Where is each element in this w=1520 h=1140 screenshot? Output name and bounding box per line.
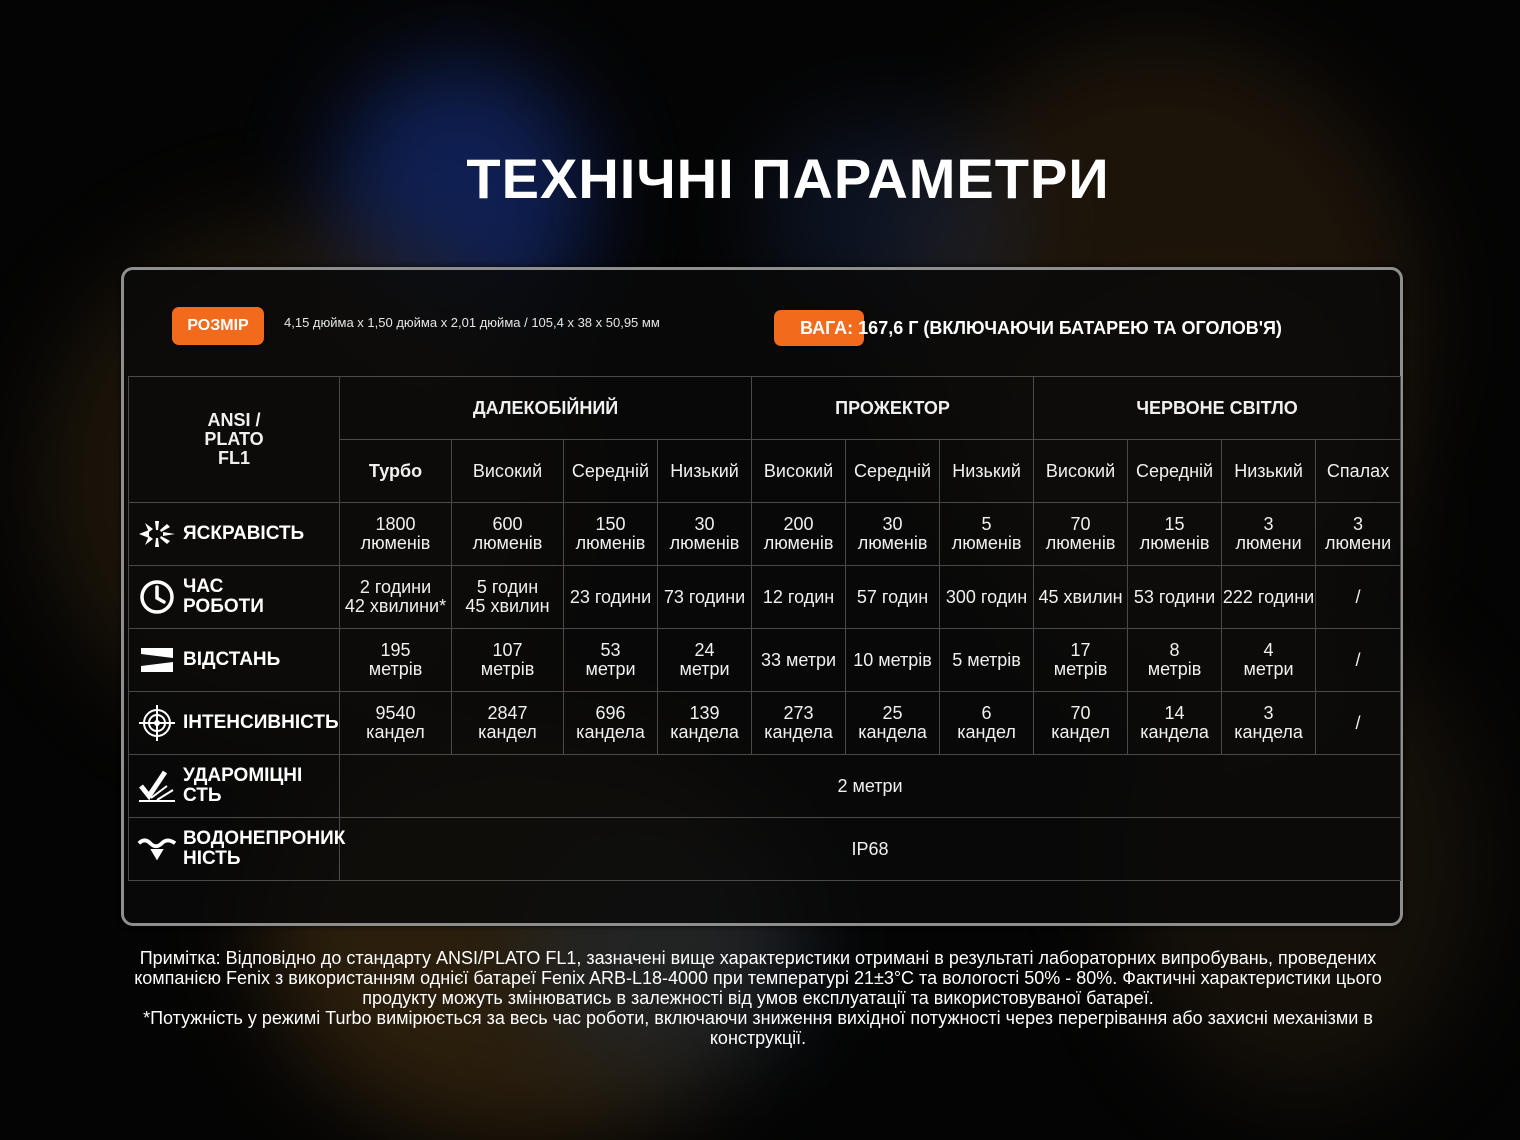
cell-line: 25 <box>882 703 903 723</box>
cell-line: 42 хвилини* <box>344 596 447 616</box>
table-row-distance <box>129 629 1401 692</box>
cell-line: люменів <box>575 533 646 553</box>
row-label <box>129 566 340 629</box>
cell-line: 107 <box>492 640 523 660</box>
table-cell <box>1034 566 1128 629</box>
table-cell <box>1034 629 1128 692</box>
table-cell <box>1316 566 1401 629</box>
row-label <box>129 818 346 881</box>
group-header-row <box>129 377 1401 440</box>
cell-line: 8 <box>1169 640 1180 660</box>
table-row-intensity <box>129 692 1401 755</box>
cell-line: люменів <box>951 533 1022 553</box>
impact-icon <box>137 766 177 806</box>
waterproof-value: IP68 <box>340 818 1401 881</box>
weight-value: ВАГА: 167,6 Г (ВКЛЮЧАЮЧИ БАТАРЕЮ ТА ОГОЛОВ'Я) <box>800 318 1282 338</box>
table-cell <box>564 566 658 629</box>
brightness-icon <box>137 514 177 554</box>
cell-line: / <box>1355 712 1361 733</box>
cell-line: люменів <box>669 533 740 553</box>
cell-line: 2 години <box>359 577 432 597</box>
cell-line: метри <box>1243 659 1294 679</box>
intensity-icon <box>137 703 177 743</box>
cell-line: 45 хвилин <box>465 596 550 616</box>
group-header-flood: ПРОЖЕКТОР <box>752 377 1034 440</box>
cell-line: люменів <box>1045 533 1116 553</box>
cell-line: 3 <box>1263 703 1274 723</box>
table-cell <box>658 503 752 566</box>
cell-line: 1800 <box>375 514 416 534</box>
cell-line: 30 <box>694 514 715 534</box>
row-label-text: РОБОТИ <box>183 596 264 617</box>
cell-line: 5 <box>981 514 992 534</box>
standard-label-line: PLATO <box>204 429 264 449</box>
cell-line: 17 <box>1070 640 1091 660</box>
cell-line: люменів <box>360 533 431 553</box>
mode-header: Низький <box>1222 440 1316 503</box>
table-cell <box>846 566 940 629</box>
footnote <box>118 948 1398 1048</box>
table-cell <box>452 692 564 755</box>
table-cell <box>846 503 940 566</box>
group-header-red-light: ЧЕРВОНЕ СВІТЛО <box>1034 377 1401 440</box>
table-cell <box>940 692 1034 755</box>
cell-line: 53 години <box>1133 586 1216 607</box>
row-label-text: НІСТЬ <box>183 848 241 869</box>
table-cell <box>564 692 658 755</box>
cell-line: кандел <box>366 722 425 742</box>
cell-line: 3 <box>1263 514 1274 534</box>
cell-line: 222 години <box>1222 586 1315 607</box>
group-header-spot: ДАЛЕКОБІЙНИЙ <box>340 377 752 440</box>
table-cell <box>1128 692 1222 755</box>
size-badge: РОЗМІР <box>172 307 264 345</box>
cell-line: 73 години <box>663 586 746 607</box>
cell-line: 14 <box>1164 703 1185 723</box>
cell-line: 273 <box>783 703 814 723</box>
table-cell <box>564 629 658 692</box>
table-cell <box>1222 566 1316 629</box>
spec-panel <box>121 267 1403 926</box>
mode-header: Високий <box>452 440 564 503</box>
table-cell <box>340 566 452 629</box>
table-cell <box>940 629 1034 692</box>
table-cell <box>1222 692 1316 755</box>
cell-line: кандел <box>1051 722 1110 742</box>
table-cell <box>340 692 452 755</box>
row-label-text: ВІДСТАНЬ <box>183 649 281 670</box>
cell-line: 5 годин <box>476 577 539 597</box>
cell-line: 600 <box>492 514 523 534</box>
table-cell <box>1128 503 1222 566</box>
distance-icon <box>137 640 177 680</box>
row-label <box>129 629 340 692</box>
impact-value: 2 метри <box>340 755 1401 818</box>
cell-line: 15 <box>1164 514 1185 534</box>
cell-line: 9540 <box>375 703 416 723</box>
cell-line: кандела <box>576 722 645 742</box>
page-title: ТЕХНІЧНІ ПАРАМЕТРИ <box>466 147 1110 210</box>
cell-line: 6 <box>981 703 992 723</box>
spec-table <box>128 376 1401 881</box>
table-cell <box>1034 692 1128 755</box>
cell-line: кандела <box>1234 722 1303 742</box>
mode-header: Спалах <box>1316 440 1401 503</box>
footnote-turbo: *Потужність у режимі Turbo вимірюється за весь час роботи, включаючи зниження вихідної потужності через перегрівання або захисні механізми в конструкції. <box>143 1008 1373 1048</box>
cell-line: 24 <box>694 640 715 660</box>
table-cell <box>658 566 752 629</box>
mode-header: Середній <box>846 440 940 503</box>
clock-icon <box>137 577 177 617</box>
table-cell <box>940 503 1034 566</box>
cell-line: кандела <box>670 722 739 742</box>
table-row-brightness <box>129 503 1401 566</box>
table-cell <box>752 503 846 566</box>
cell-line: 195 <box>380 640 411 660</box>
standard-label <box>129 377 340 503</box>
row-label-text: ЯСКРАВІСТЬ <box>183 523 305 544</box>
cell-line: / <box>1355 649 1361 670</box>
cell-line: кандела <box>764 722 833 742</box>
cell-line: 2847 <box>487 703 528 723</box>
mode-header: Низький <box>940 440 1034 503</box>
cell-line: 23 години <box>569 586 652 607</box>
cell-line: 300 годин <box>945 586 1028 607</box>
cell-line: люменів <box>1139 533 1210 553</box>
row-label <box>129 692 340 755</box>
row-label-text: УДАРОМІЦНІ <box>183 765 303 786</box>
cell-line: метрів <box>1053 659 1108 679</box>
table-cell <box>1034 503 1128 566</box>
mode-header: Середній <box>1128 440 1222 503</box>
cell-line: 139 <box>689 703 720 723</box>
cell-line: метрів <box>368 659 423 679</box>
table-cell <box>752 692 846 755</box>
cell-line: метрів <box>480 659 535 679</box>
cell-line: / <box>1355 586 1361 607</box>
table-cell <box>658 692 752 755</box>
footnote-note: Примітка: Відповідно до стандарту ANSI/PLATO FL1, зазначені вище характеристики отримані в результаті лабораторних випробувань, проведених компанією Fenix з використанням однієї батареї Fenix ARB-L18-4000 при температурі 21±3°C та вологості 50% - 80%. Фактичні характеристики цього продукту можуть змінюватись в залежності від умов експлуатації та використовуваної батареї. <box>134 948 1382 1008</box>
table-cell <box>1316 692 1401 755</box>
table-cell <box>1316 629 1401 692</box>
cell-line: 150 <box>595 514 626 534</box>
cell-line: 200 <box>783 514 814 534</box>
table-cell <box>940 566 1034 629</box>
size-value: 4,15 дюйма x 1,50 дюйма x 2,01 дюйма / 105,4 x 38 x 50,95 мм <box>284 315 660 330</box>
table-cell <box>1222 629 1316 692</box>
cell-line: кандела <box>1140 722 1209 742</box>
cell-line: 33 метри <box>760 649 837 670</box>
standard-label-line: ANSI / <box>207 410 261 430</box>
mode-header: Низький <box>658 440 752 503</box>
cell-line: 696 <box>595 703 626 723</box>
table-cell <box>658 629 752 692</box>
table-cell <box>752 566 846 629</box>
cell-line: 53 <box>600 640 621 660</box>
table-cell <box>452 503 564 566</box>
mode-header: Середній <box>564 440 658 503</box>
standard-label-line: FL1 <box>217 448 250 468</box>
cell-line: 5 метрів <box>952 649 1021 670</box>
cell-line: 3 <box>1353 514 1364 534</box>
cell-line: люменів <box>763 533 834 553</box>
cell-line: люмени <box>1324 533 1392 553</box>
table-cell <box>846 629 940 692</box>
table-cell <box>1128 629 1222 692</box>
mode-header: Турбо <box>340 440 452 503</box>
cell-line: метри <box>679 659 730 679</box>
row-label-text: СТЬ <box>183 785 222 806</box>
row-label <box>129 755 340 818</box>
table-cell <box>564 503 658 566</box>
table-row-impact <box>129 755 1401 818</box>
table-cell <box>846 692 940 755</box>
table-cell <box>340 629 452 692</box>
table-cell <box>452 566 564 629</box>
cell-line: люменів <box>472 533 543 553</box>
cell-line: 4 <box>1263 640 1274 660</box>
cell-line: кандела <box>858 722 927 742</box>
cell-line: люменів <box>857 533 928 553</box>
table-cell <box>752 629 846 692</box>
row-label-text: ВОДОНЕПРОНИК <box>183 828 346 849</box>
cell-line: метри <box>585 659 636 679</box>
cell-line: метрів <box>1147 659 1202 679</box>
mode-header: Високий <box>1034 440 1128 503</box>
cell-line: 57 годин <box>856 586 929 607</box>
row-label <box>129 503 340 566</box>
table-row-runtime <box>129 566 1401 629</box>
table-cell <box>1222 503 1316 566</box>
table-cell <box>1316 503 1401 566</box>
cell-line: 12 годин <box>762 586 835 607</box>
cell-line: 45 хвилин <box>1038 586 1123 607</box>
cell-line: 70 <box>1070 514 1091 534</box>
cell-line: кандел <box>957 722 1016 742</box>
table-cell <box>452 629 564 692</box>
cell-line: 30 <box>882 514 903 534</box>
table-cell <box>1128 566 1222 629</box>
cell-line: 70 <box>1070 703 1091 723</box>
mode-header: Високий <box>752 440 846 503</box>
waterproof-icon <box>137 829 177 869</box>
row-label-text: ЧАС <box>183 576 224 597</box>
cell-line: 10 метрів <box>853 649 932 670</box>
row-label-text: ІНТЕНСИВНІСТЬ <box>183 712 339 733</box>
cell-line: кандел <box>478 722 537 742</box>
cell-line: люмени <box>1235 533 1302 553</box>
table-row-waterproof <box>129 818 1401 881</box>
table-cell <box>340 503 452 566</box>
